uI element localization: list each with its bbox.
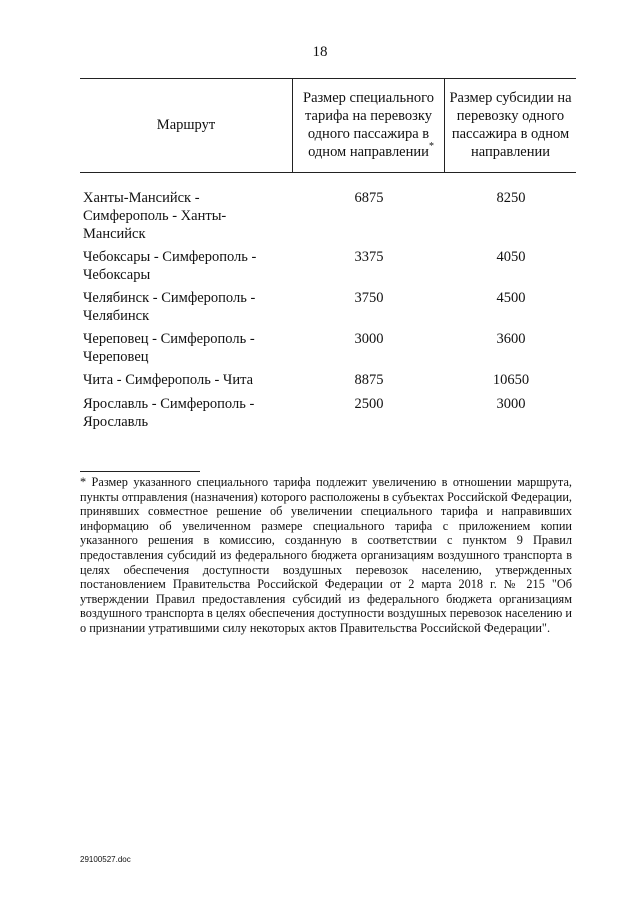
tariff-cell: 3000: [354, 331, 384, 347]
footnote-marker: *: [429, 141, 434, 152]
tariff-cell: 3750: [354, 290, 384, 306]
header-tariff-text: Размер специального тарифа на перевозку одного пассажира в одном направлении: [303, 90, 434, 160]
footnote-text: * Размер указанного специального тарифа подлежит увеличению в отношении маршрута, пункты отправления (назначения) которого расположены в субъектах Российской Федерации, принявших совместное решение об увеличении специального тарифа и направивших информацию об увеличенном размере специального тарифа с приложением копии указанного решения в комиссию, созданную в соответствии с пунктом 9 Правил предоставления субсидий из федерального бюджета организациям воздушного транспорта в целях обеспечения доступности воздушных перевозок населению, утвержденных постановлением Правительства Российской Федерации от 2 марта 2018 г. № 215 "Об утверждении Правил предоставления субсидий из федерального бюджета организациям воздушного транспорта в целях обеспечения доступности воздушных перевозок населению и о признании утратившими силу некоторых актов Правительства Российской Федерации".: [80, 475, 572, 635]
route-cell: Челябинск - Симферополь - Челябинск: [83, 290, 256, 324]
subsidy-cell: 3000: [496, 396, 526, 412]
footnote-separator: [80, 471, 200, 472]
tariff-cell: 8875: [354, 372, 384, 388]
page-number: 18: [312, 44, 328, 60]
subsidy-cell: 10650: [492, 372, 530, 388]
tariff-cell: 6875: [354, 190, 384, 206]
route-cell: Череповец - Симферополь - Череповец: [83, 331, 255, 365]
header-route: Маршрут: [156, 117, 216, 133]
route-cell: Чебоксары - Симферополь - Чебоксары: [83, 249, 257, 283]
route-cell: Ярославль - Симферополь - Ярославль: [83, 396, 255, 430]
header-tariff: [293, 78, 444, 172]
subsidy-cell: 8250: [496, 190, 526, 206]
subsidy-cell: 4500: [496, 290, 526, 306]
header-subsidy: Размер субсидии на перевозку одного пассажира в одном направлении: [449, 90, 572, 160]
tariff-cell: 3375: [354, 249, 384, 265]
subsidy-cell: 4050: [496, 249, 526, 265]
route-cell: Ханты-Мансийск - Симферополь - Ханты-Мансийск: [83, 190, 227, 242]
tariff-cell: 2500: [354, 396, 384, 412]
document-filename: 29100527.doc: [80, 855, 131, 864]
route-cell: Чита - Симферополь - Чита: [83, 372, 254, 388]
subsidy-cell: 3600: [496, 331, 526, 347]
table-header-rule: [80, 172, 576, 173]
